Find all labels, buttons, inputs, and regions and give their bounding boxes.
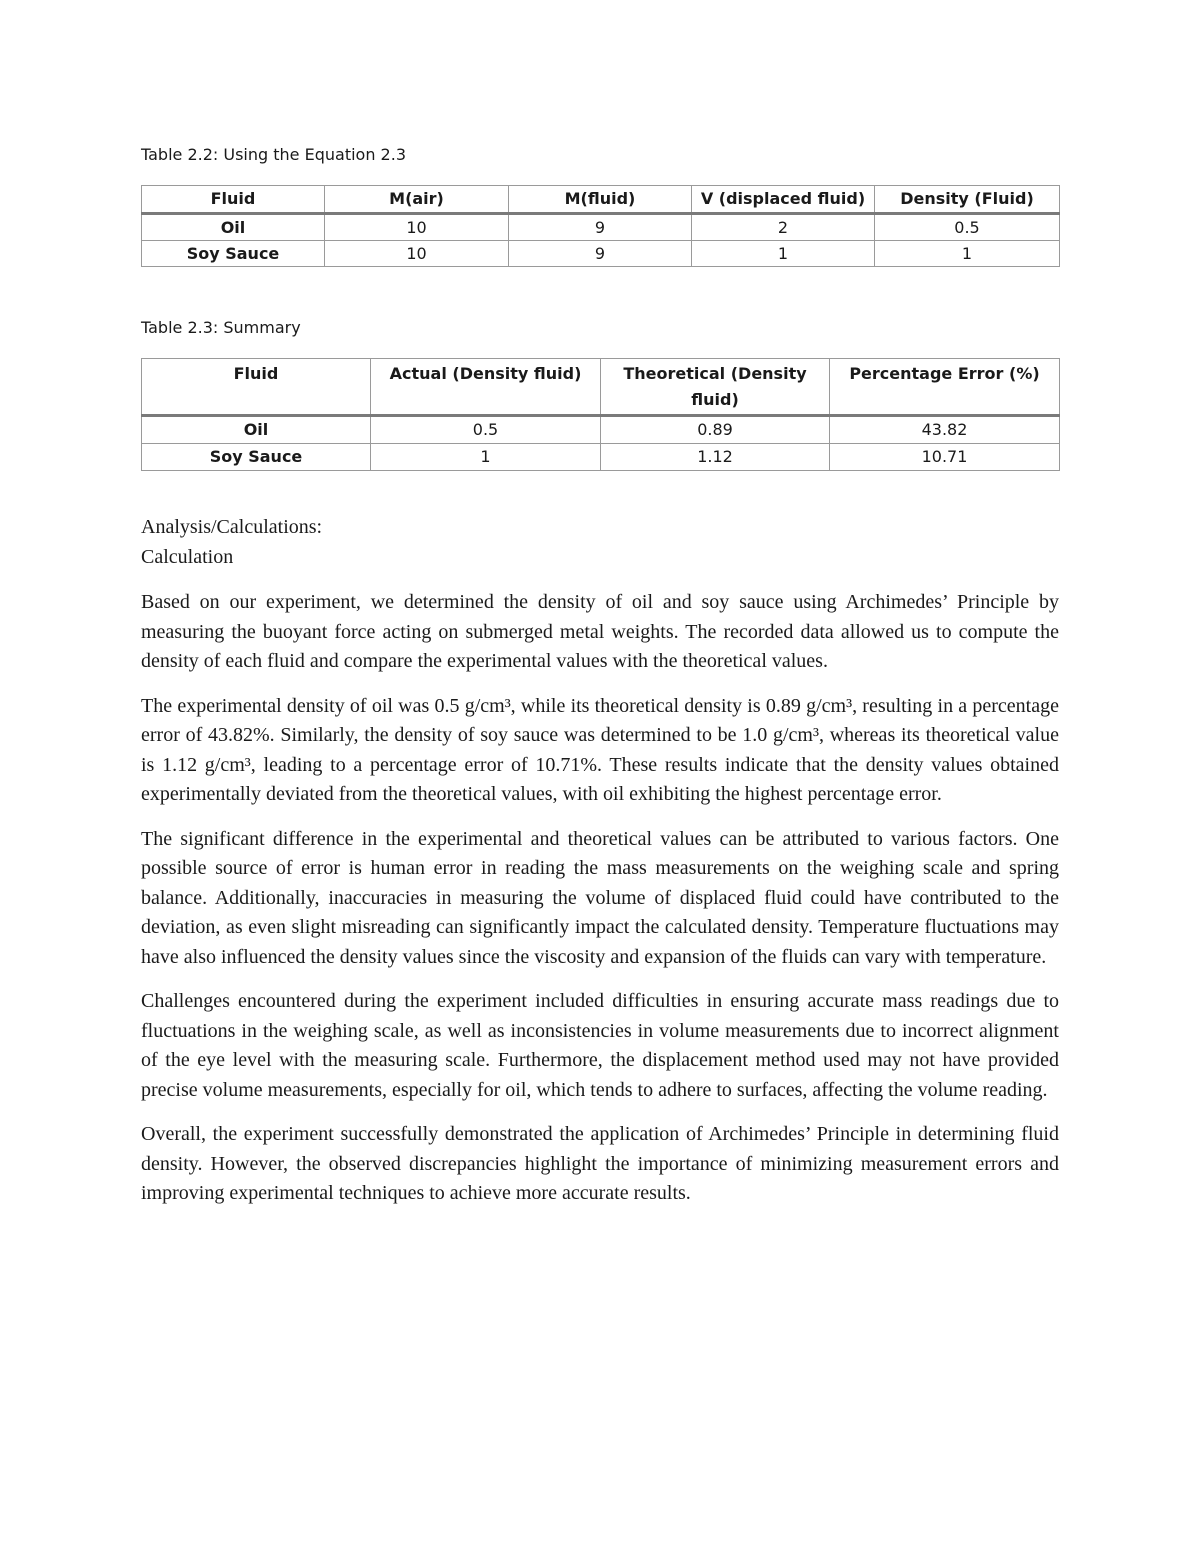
table-2-3 — [141, 358, 1060, 471]
table-cell: 10 — [325, 241, 509, 267]
table-cell: 9 — [509, 241, 692, 267]
table-row — [142, 214, 1060, 241]
column-header: Actual (Density fluid) — [371, 359, 601, 416]
table-cell: 43.82 — [830, 416, 1060, 444]
table-header-row — [142, 359, 1060, 416]
table-cell: 1 — [371, 444, 601, 471]
column-header: Density (Fluid) — [875, 186, 1060, 214]
table-cell: 9 — [509, 214, 692, 241]
table-2-2 — [141, 185, 1060, 267]
paragraph: The experimental density of oil was 0.5 g/cm³, while its theoretical density is 0.89 g/cm³, resulting in a percentage error of 43.82%. Similarly, the density of soy sauce was determined to be 1.0 g/cm³, whereas its theoretical value is 1.12 g/cm³, leading to a percentage error of 10.71%. These results indicate that the density values obtained experimentally deviated from the theoretical values, with oil exhibiting the highest percentage error. — [141, 694, 1059, 805]
column-header: M(fluid) — [509, 186, 692, 214]
paragraph: Challenges encountered during the experiment included difficulties in ensuring accurate mass readings due to fluctuations in the weighing scale, as well as inconsistencies in volume measurements due to incorrect alignment of the eye level with the measuring scale. Furthermore, the displacement method used may not have provided precise volume measurements, especially for oil, which tends to adhere to surfaces, affecting the volume reading. — [141, 990, 1059, 1101]
row-label: Oil — [142, 416, 371, 444]
table-row — [142, 444, 1060, 471]
paragraph: The significant difference in the experimental and theoretical values can be attributed to various factors. One possible source of error is human error in reading the mass measurements on the weighing scale and spring balance. Additionally, inaccuracies in measuring the volume of displaced fluid could have contributed to the deviation, as even slight misreading can significantly impact the calculated density. Temperature fluctuations may have also influenced the density values since the viscosity and expansion of the fluids can vary with temperature. — [141, 827, 1059, 968]
analysis-body — [141, 588, 1059, 1224]
row-label: Soy Sauce — [142, 444, 371, 471]
column-header: Fluid — [142, 186, 325, 214]
table-cell: 0.5 — [371, 416, 601, 444]
analysis-heading-block — [141, 513, 1059, 572]
table-row — [142, 241, 1060, 267]
table-2-3-caption: Table 2.3: Summary — [141, 318, 301, 337]
table-cell: 0.89 — [601, 416, 830, 444]
section-heading: Analysis/Calculations: — [141, 516, 323, 538]
table-row — [142, 416, 1060, 444]
row-label: Oil — [142, 214, 325, 241]
table-cell: 0.5 — [875, 214, 1060, 241]
table-header-row — [142, 186, 1060, 214]
column-header: Fluid — [142, 359, 371, 416]
table-cell: 10.71 — [830, 444, 1060, 471]
table-cell: 1.12 — [601, 444, 830, 471]
table-cell: 1 — [692, 241, 875, 267]
table-cell: 2 — [692, 214, 875, 241]
table-cell: 10 — [325, 214, 509, 241]
column-header: Theoretical (Density fluid) — [601, 359, 830, 416]
table-2-2-caption: Table 2.2: Using the Equation 2.3 — [141, 145, 406, 164]
column-header: Percentage Error (%) — [830, 359, 1060, 416]
column-header: V (displaced fluid) — [692, 186, 875, 214]
row-label: Soy Sauce — [142, 241, 325, 267]
table-cell: 1 — [875, 241, 1060, 267]
column-header: M(air) — [325, 186, 509, 214]
section-subheading: Calculation — [141, 545, 234, 568]
paragraph: Overall, the experiment successfully demonstrated the application of Archimedes’ Principle in determining fluid density. However, the observed discrepancies highlight the importance of minimizing measurement errors and improving experimental techniques to achieve more accurate results. — [141, 1123, 1059, 1204]
paragraph: Based on our experiment, we determined the density of oil and soy sauce using Archimedes’ Principle by measuring the buoyant force acting on submerged metal weights. The recorded data allowed us to compute the density of each fluid and compare the experimental values with the theoretical values. — [141, 591, 1059, 672]
